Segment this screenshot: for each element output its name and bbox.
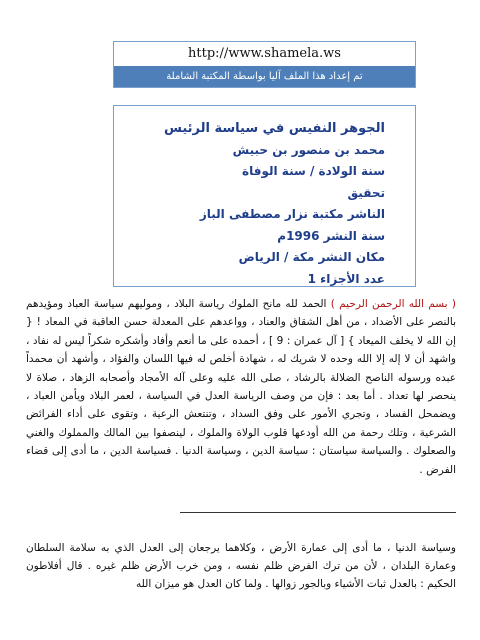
book-dates: سنة الولادة / سنة الوفاة (242, 164, 385, 178)
paragraph-text (26, 295, 456, 479)
footnote-divider (180, 512, 456, 513)
body-paragraph-1 (26, 295, 456, 479)
paragraph-1-text: الحمد لله مانح الملوك رياسة البلاد ، وموليهم سياسة العباد ومؤيدهم بالنصر على الأضداد ، من أهل الشقاق والعناد ، وواعدهم على المعدلة حسن العاقبة في المعاد ! { إن الله لا يخلف الميعاد } [ آل عمران : 9 ] ، أحمده على ما أنعم وأفاد وأشكره شكراً ليس له نفاد ، واشهد أن لا إله إلا الله وحده لا شريك له ، شهادة أخلص له فيها اللسان والفؤاد ، وأشهد أن محمداً عبده ورسوله الناصح الضلالة بالرشاد ، صلى الله عليه وعلى آله الأمجاد وأصحابه الزهاد ، صلاة لا ينحصر لها تعداد . أما بعد : فإن من وصف الرياسة العدل في السياسة ، لعمر البلاد ويأمن العباد ، ويضمحل الفساد ، وتجري الأمور على وفق السداد ، وتنتعش الرعية ، وتقوى على أداء الفرائض الشرعية ، وتلك رحمة من الله أودعها قلوب الولاة والملوك ، لينصفوا بين المالك والمملوك والغني والصعلوك . والسياسة سياستان : سياسة الدين ، وسياسة الدنيا . فسياسة الدين ، ما أدى إلى قضاء الفرض . (26, 298, 456, 476)
body-paragraph-2 (26, 528, 456, 604)
auto-generated-banner: تم إعداد هذا الملف آليا بواسطة المكتبة الشاملة (114, 66, 415, 87)
book-parts: عدد الأجزاء 1 (307, 271, 385, 286)
paragraph-2-text: وسياسة الدنيا ، ما أدى إلى عمارة الأرض ، وكلاهما يرجعان إلى العدل الذي به سلامة السلطان وعمارة البلدان ، لأن من ترك الفرض ظلم نفسه ، ومن خرب الأرض ظلم غيره . قال أفلاطون الحكيم : بالعدل ثبات الأشياء وبالجور زوالها . ولما كان العدل هو ميزان الله (26, 541, 456, 591)
book-place: مكان النشر مكة / الرياض (238, 250, 385, 264)
book-editor: تحقيق (347, 185, 385, 200)
basmala: ( بسم الله الرحمن الرحيم ) (330, 298, 456, 310)
book-info-box (113, 105, 416, 287)
book-author: محمد بن منصور بن حبيش (232, 142, 385, 157)
book-year: سنة النشر 1996م (277, 228, 385, 243)
site-header (113, 41, 416, 88)
book-title: الجوهر النفيس في سياسة الرئيس (163, 121, 385, 136)
site-url[interactable]: http://www.shamela.ws (114, 42, 415, 66)
book-publisher: الناشر مكتبة نزار مصطفى الباز (199, 207, 385, 221)
